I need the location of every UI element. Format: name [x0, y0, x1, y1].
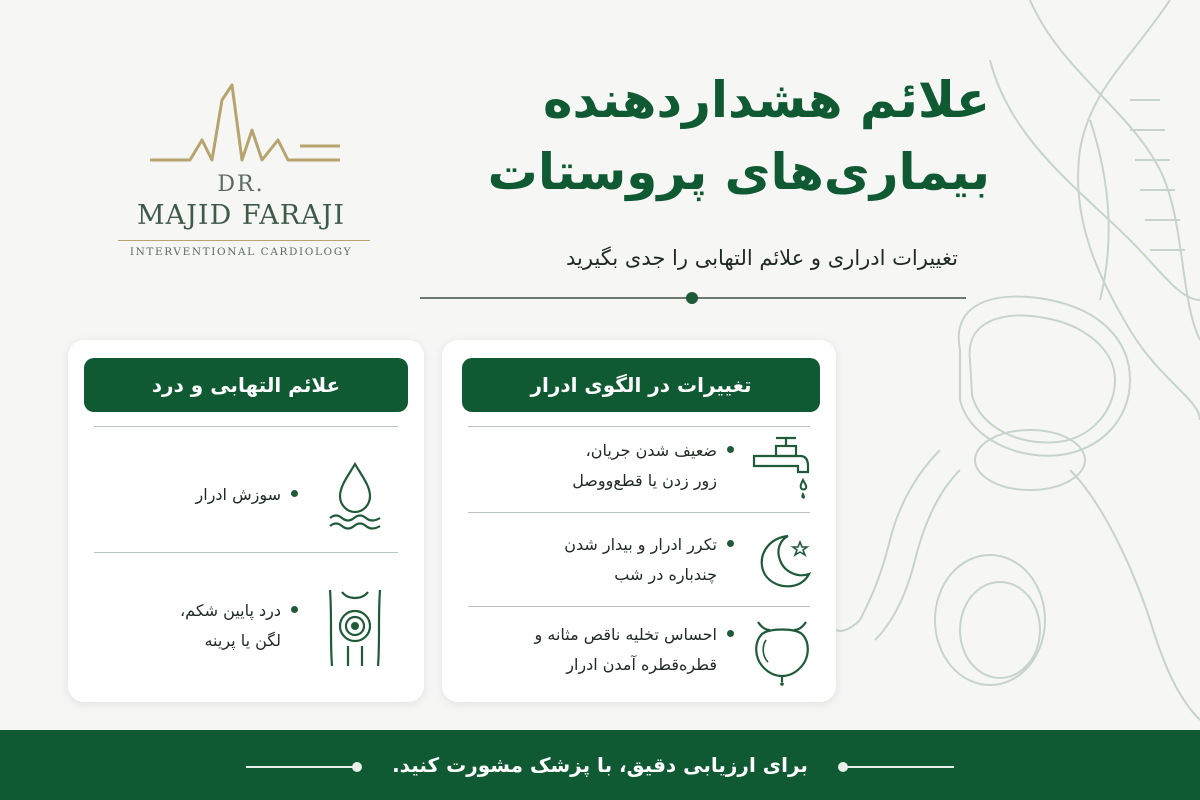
card-divider	[94, 552, 398, 553]
item-text-line-1: تکرر ادرار و بیدار شدن	[564, 535, 717, 554]
page-title	[390, 64, 990, 208]
item-text-line-1: احساس تخلیه ناقص مثانه و	[534, 625, 717, 644]
card-divider	[468, 512, 810, 513]
footer-bar	[0, 730, 1200, 800]
list-item	[462, 620, 734, 680]
title-line-2: بیماری‌های پروستات	[487, 143, 990, 201]
item-text-line-2: زور زدن یا قطع‌ووصل	[572, 471, 717, 490]
list-item	[88, 480, 298, 510]
bullet-dot	[291, 606, 298, 613]
logo-divider	[118, 240, 370, 241]
list-item	[462, 530, 734, 590]
urinary-card-title: تغییرات در الگوی ادرار	[462, 358, 820, 412]
title-line-1: علائم هشداردهنده	[543, 71, 990, 129]
drop-icon	[324, 458, 386, 530]
inflammation-card-title: علائم التهابی و درد	[84, 358, 408, 412]
footer-advice: برای ارزیابی دقیق، با پزشک مشورت کنید.	[392, 753, 808, 777]
item-text-line-2: لگن یا پرینه	[204, 631, 281, 650]
logo-specialty: INTERVENTIONAL CARDIOLOGY	[129, 246, 353, 258]
moon-icon	[754, 530, 814, 592]
item-text-line-2: چندباره در شب	[614, 565, 717, 584]
faucet-icon	[750, 432, 816, 502]
page-subtitle: تغییرات ادراری و علائم التهابی را جدی بگیرید	[566, 246, 958, 270]
list-item	[88, 596, 298, 656]
item-text-line-2: قطره‌قطره آمدن ادرار	[566, 655, 717, 674]
bullet-dot	[727, 540, 734, 547]
card-divider	[468, 426, 810, 427]
card-divider	[468, 606, 810, 607]
logo-dr-text: DR.	[217, 172, 265, 197]
bullet-dot	[291, 490, 298, 497]
urinary-pattern-card	[442, 340, 836, 702]
heartbeat-logo-icon	[110, 80, 375, 175]
subtitle-divider-dot	[686, 292, 698, 304]
item-text-line-1: ضعیف شدن جریان،	[585, 441, 717, 460]
bullet-dot	[727, 446, 734, 453]
list-item	[462, 436, 734, 496]
item-text: سوزش ادرار	[195, 485, 281, 504]
logo-doctor-name: MAJID FARAJI	[136, 200, 346, 231]
card-divider	[94, 426, 398, 427]
inflammation-card	[68, 340, 424, 702]
pelvis-pain-icon	[322, 586, 388, 668]
doctor-logo	[110, 80, 375, 270]
bullet-dot	[727, 630, 734, 637]
bladder-icon	[748, 616, 816, 686]
item-text-line-1: درد پایین شکم،	[180, 601, 281, 620]
